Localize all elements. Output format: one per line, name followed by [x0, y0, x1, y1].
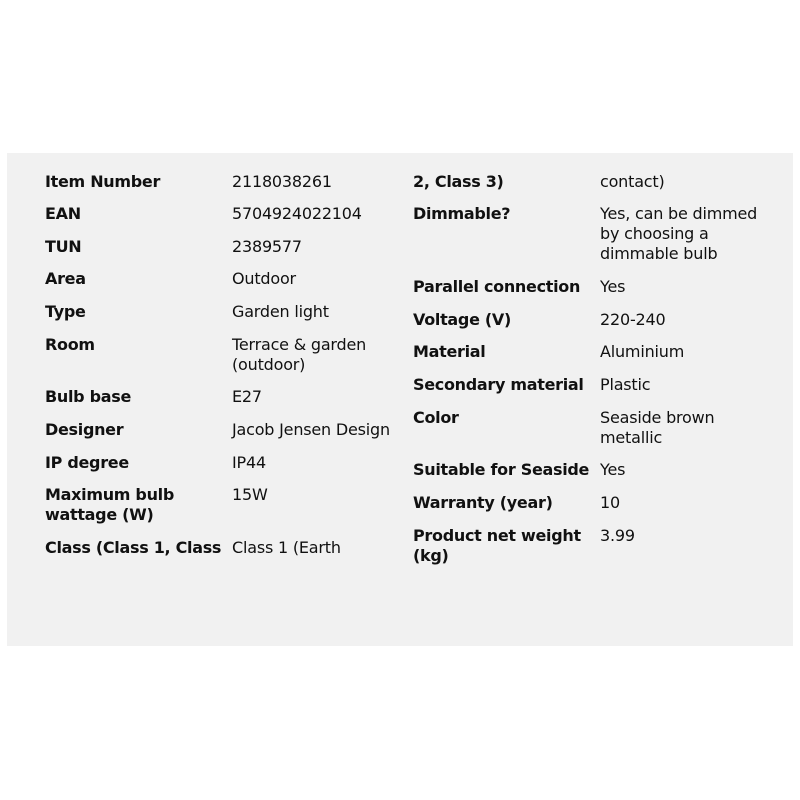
spec-label: Item Number	[45, 172, 161, 191]
spec-label: Room	[45, 335, 95, 354]
spec-value: Jacob Jensen Design	[232, 420, 390, 439]
spec-value: Outdoor	[232, 269, 296, 288]
spec-label: Secondary material	[413, 375, 584, 394]
spec-row	[413, 526, 780, 566]
spec-row	[45, 269, 412, 289]
spec-row	[45, 237, 412, 257]
spec-row	[413, 172, 780, 192]
spec-row	[413, 375, 780, 395]
spec-label: Bulb base	[45, 387, 132, 406]
spec-row	[45, 485, 412, 525]
product-specs-panel	[7, 153, 793, 646]
spec-value: 3.99	[600, 526, 635, 545]
spec-row	[45, 335, 412, 375]
spec-row	[45, 387, 412, 407]
spec-value: 10	[600, 493, 620, 512]
spec-label: Color	[413, 408, 459, 427]
spec-row	[413, 493, 780, 513]
spec-value: Yes	[600, 277, 626, 296]
spec-value: contact)	[600, 172, 665, 191]
spec-row	[413, 460, 780, 480]
spec-row	[413, 277, 780, 297]
spec-value: Yes, can be dimmed by choosing a dimmable bulb	[600, 204, 758, 263]
spec-row	[45, 172, 412, 192]
spec-value: Terrace & garden (outdoor)	[232, 335, 367, 374]
spec-row	[413, 204, 765, 264]
spec-value: Garden light	[232, 302, 329, 321]
spec-label: Maximum bulb wattage (W)	[45, 485, 175, 524]
spec-label: 2, Class 3)	[413, 172, 504, 191]
spec-label: IP degree	[45, 453, 129, 472]
spec-label: Suitable for Seaside	[413, 460, 590, 479]
spec-label: Parallel connection	[413, 277, 581, 296]
spec-label: Product net weight (kg)	[413, 526, 581, 565]
spec-row	[45, 302, 412, 322]
spec-label: Type	[45, 302, 86, 321]
spec-value: 5704924022104	[232, 204, 362, 223]
spec-value: Plastic	[600, 375, 651, 394]
spec-label: TUN	[45, 237, 82, 256]
spec-label: Dimmable?	[413, 204, 511, 223]
spec-value: Yes	[600, 460, 626, 479]
spec-value: IP44	[232, 453, 266, 472]
spec-row	[413, 408, 740, 448]
spec-label: Warranty (year)	[413, 493, 553, 512]
spec-value: Seaside brown metallic	[600, 408, 715, 447]
spec-value: 2118038261	[232, 172, 332, 191]
spec-value: 220-240	[600, 310, 666, 329]
spec-label: EAN	[45, 204, 81, 223]
spec-label: Designer	[45, 420, 124, 439]
spec-label: Class (Class 1, Class	[45, 538, 222, 557]
spec-row	[413, 310, 780, 330]
spec-value: E27	[232, 387, 262, 406]
spec-row	[413, 342, 780, 362]
spec-label: Voltage (V)	[413, 310, 512, 329]
spec-label: Material	[413, 342, 486, 361]
spec-label: Area	[45, 269, 86, 288]
spec-row	[45, 204, 412, 224]
spec-row	[45, 420, 412, 440]
spec-row	[45, 538, 412, 558]
spec-value: Class 1 (Earth	[232, 538, 341, 557]
spec-value: 15W	[232, 485, 268, 504]
spec-value: 2389577	[232, 237, 302, 256]
spec-value: Aluminium	[600, 342, 685, 361]
spec-row	[45, 453, 412, 473]
